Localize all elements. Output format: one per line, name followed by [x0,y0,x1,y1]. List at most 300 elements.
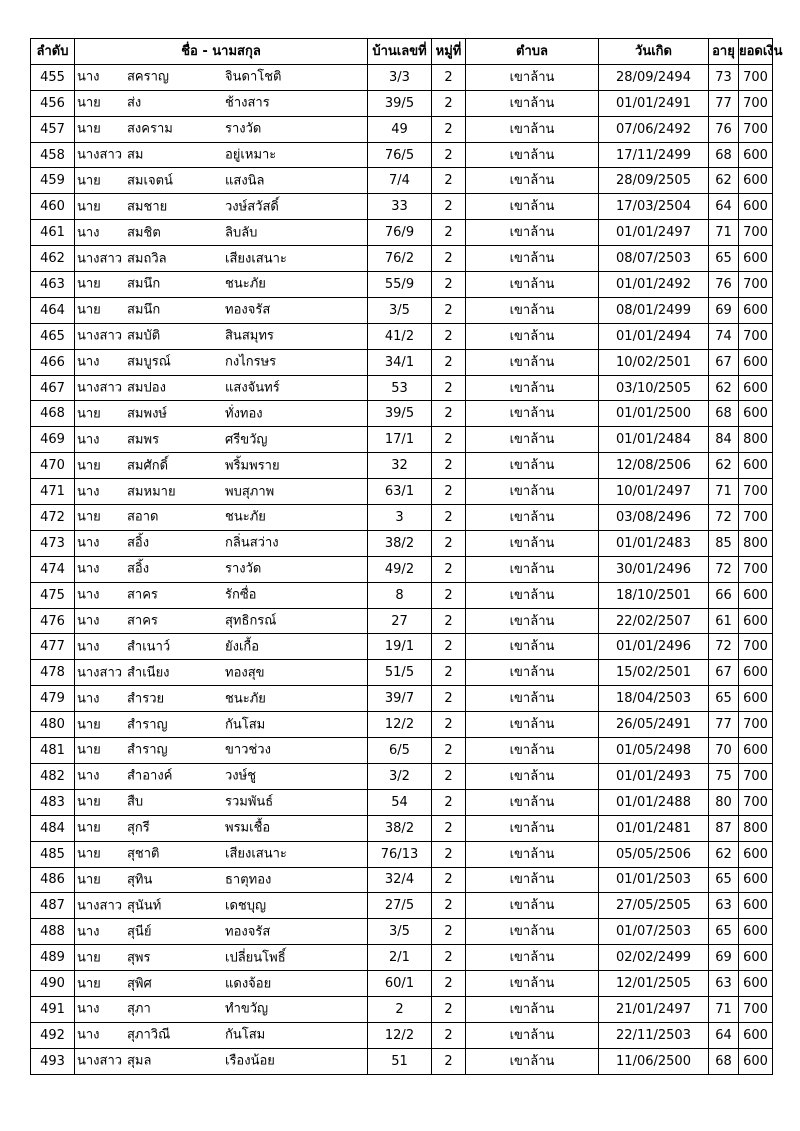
table-row [31,220,773,246]
last-name-text: รักซื่อ [225,587,257,603]
seq-cell: 483 [31,789,75,815]
table-row [31,64,773,90]
moo-cell: 2 [432,608,466,634]
house-cell: 3/5 [368,919,432,945]
tambon-cell: เขาล้าน [466,479,599,505]
tambon-cell: เขาล้าน [466,505,599,531]
age-cell: 72 [709,556,739,582]
age-cell: 62 [709,375,739,401]
prefix-text: นาง [77,69,100,85]
moo-cell: 2 [432,738,466,764]
moo-cell: 2 [432,116,466,142]
birth-cell: 18/04/2503 [599,686,709,712]
prefix-text: นางสาว [77,1053,123,1069]
age-cell: 77 [709,90,739,116]
amount-cell: 600 [739,919,773,945]
table-row [31,608,773,634]
age-cell: 69 [709,945,739,971]
name-cell [75,634,368,660]
amount-cell: 600 [739,375,773,401]
header-moo: หมู่ที่ [432,39,466,65]
name-cell [75,64,368,90]
amount-cell: 600 [739,246,773,272]
prefix-text: นาย [77,950,101,966]
first-name-text: สำเนาว์ [127,639,171,655]
age-cell: 80 [709,789,739,815]
name-cell [75,945,368,971]
amount-cell: 700 [739,712,773,738]
house-cell: 51 [368,1048,432,1074]
last-name-text: กงไกรษร [225,354,277,370]
house-cell: 32/4 [368,867,432,893]
first-name-text: สุกรี [127,820,150,836]
amount-cell: 800 [739,427,773,453]
house-cell: 38/2 [368,815,432,841]
name-cell [75,272,368,298]
prefix-text: นางสาว [77,665,123,681]
name-cell [75,815,368,841]
name-cell [75,919,368,945]
age-cell: 77 [709,712,739,738]
house-cell: 55/9 [368,272,432,298]
prefix-text: นาย [77,509,101,525]
last-name-text: กันโสม [225,717,266,733]
last-name-text: วงษ์สวัสดิ์ [225,199,279,215]
age-cell: 76 [709,116,739,142]
header-tambon: ตำบล [466,39,599,65]
prefix-text: นาย [77,458,101,474]
age-cell: 75 [709,763,739,789]
first-name-text: สุนีย์ [127,924,152,940]
name-cell [75,763,368,789]
table-row [31,893,773,919]
prefix-text: นาย [77,742,101,758]
seq-cell: 462 [31,246,75,272]
seq-cell: 471 [31,479,75,505]
first-name-text: สอิ้ง [127,535,150,551]
first-name-text: ส่ง [127,95,142,111]
birth-cell: 08/01/2499 [599,297,709,323]
amount-cell: 700 [739,272,773,298]
name-cell [75,90,368,116]
table-row [31,194,773,220]
first-name-text: สมบูรณ์ [127,354,171,370]
amount-cell: 600 [739,945,773,971]
house-cell: 76/13 [368,841,432,867]
last-name-text: กันโสม [225,1027,266,1043]
amount-cell: 700 [739,116,773,142]
tambon-cell: เขาล้าน [466,427,599,453]
seq-cell: 478 [31,660,75,686]
first-name-text: สอิ้ง [127,561,150,577]
amount-cell: 600 [739,142,773,168]
prefix-text: นาย [77,872,101,888]
age-cell: 87 [709,815,739,841]
table-row [31,996,773,1022]
amount-cell: 600 [739,893,773,919]
seq-cell: 466 [31,349,75,375]
birth-cell: 01/01/2500 [599,401,709,427]
moo-cell: 2 [432,142,466,168]
tambon-cell: เขาล้าน [466,272,599,298]
name-cell [75,479,368,505]
table-row [31,815,773,841]
age-cell: 68 [709,1048,739,1074]
tambon-cell: เขาล้าน [466,375,599,401]
seq-cell: 463 [31,272,75,298]
tambon-cell: เขาล้าน [466,686,599,712]
amount-cell: 700 [739,634,773,660]
prefix-text: นางสาว [77,147,123,163]
amount-cell: 700 [739,64,773,90]
tambon-cell: เขาล้าน [466,297,599,323]
moo-cell: 2 [432,763,466,789]
birth-cell: 17/11/2499 [599,142,709,168]
house-cell: 49/2 [368,556,432,582]
table-row [31,738,773,764]
moo-cell: 2 [432,712,466,738]
age-cell: 64 [709,1022,739,1048]
prefix-text: นาง [77,691,100,707]
prefix-text: นางสาว [77,251,123,267]
prefix-text: นางสาว [77,380,123,396]
first-name-text: สำราญ [127,717,168,733]
tambon-cell: เขาล้าน [466,530,599,556]
header-age: อายุ [709,39,739,65]
age-cell: 68 [709,401,739,427]
name-cell [75,297,368,323]
table-row [31,401,773,427]
house-cell: 8 [368,582,432,608]
tambon-cell: เขาล้าน [466,608,599,634]
house-cell: 38/2 [368,530,432,556]
moo-cell: 2 [432,660,466,686]
table-row [31,634,773,660]
name-cell [75,893,368,919]
birth-cell: 08/07/2503 [599,246,709,272]
first-name-text: สำเนียง [127,665,170,681]
birth-cell: 01/05/2498 [599,738,709,764]
name-cell [75,246,368,272]
moo-cell: 2 [432,194,466,220]
amount-cell: 700 [739,505,773,531]
prefix-text: นาย [77,820,101,836]
first-name-text: สุชาติ [127,846,160,862]
last-name-text: ขาวช่วง [225,742,271,758]
prefix-text: นาย [77,846,101,862]
prefix-text: นาย [77,794,101,810]
seq-cell: 485 [31,841,75,867]
tambon-cell: เขาล้าน [466,64,599,90]
age-cell: 65 [709,919,739,945]
amount-cell: 600 [739,453,773,479]
seq-cell: 458 [31,142,75,168]
age-cell: 65 [709,246,739,272]
birth-cell: 01/01/2492 [599,272,709,298]
first-name-text: สำราญ [127,742,168,758]
prefix-text: นาง [77,1001,100,1017]
tambon-cell: เขาล้าน [466,1022,599,1048]
table-row [31,686,773,712]
moo-cell: 2 [432,479,466,505]
house-cell: 2 [368,996,432,1022]
table-row [31,90,773,116]
first-name-text: สุพร [127,950,151,966]
birth-cell: 01/01/2494 [599,323,709,349]
moo-cell: 2 [432,1022,466,1048]
prefix-text: นาง [77,225,100,241]
moo-cell: 2 [432,168,466,194]
seq-cell: 474 [31,556,75,582]
seq-cell: 484 [31,815,75,841]
house-cell: 76/2 [368,246,432,272]
moo-cell: 2 [432,686,466,712]
tambon-cell: เขาล้าน [466,996,599,1022]
first-name-text: สุทิน [127,872,153,888]
age-cell: 70 [709,738,739,764]
birth-cell: 12/08/2506 [599,453,709,479]
last-name-text: พบสุภาพ [225,484,275,500]
seq-cell: 464 [31,297,75,323]
table-row [31,945,773,971]
table-row [31,116,773,142]
birth-cell: 03/10/2505 [599,375,709,401]
first-name-text: สงคราม [127,121,173,137]
first-name-text: สุภาวิณี [127,1027,171,1043]
table-row [31,841,773,867]
tambon-cell: เขาล้าน [466,401,599,427]
seq-cell: 467 [31,375,75,401]
table-row [31,246,773,272]
last-name-text: เดชบุญ [225,898,267,914]
last-name-text: สุทธิกรณ์ [225,613,277,629]
prefix-text: นาย [77,95,101,111]
seq-cell: 482 [31,763,75,789]
prefix-text: นาง [77,924,100,940]
last-name-text: ธาตุทอง [225,872,272,888]
prefix-text: นาง [77,768,100,784]
seq-cell: 492 [31,1022,75,1048]
last-name-text: แสงจันทร์ [225,380,280,396]
age-cell: 71 [709,996,739,1022]
tambon-cell: เขาล้าน [466,582,599,608]
first-name-text: สมพงษ์ [127,406,167,422]
birth-cell: 01/01/2488 [599,789,709,815]
prefix-text: นาง [77,1027,100,1043]
age-cell: 74 [709,323,739,349]
amount-cell: 600 [739,168,773,194]
birth-cell: 28/09/2505 [599,168,709,194]
first-name-text: สมปอง [127,380,166,396]
birth-cell: 27/05/2505 [599,893,709,919]
house-cell: 76/5 [368,142,432,168]
name-cell [75,116,368,142]
seq-cell: 486 [31,867,75,893]
seq-cell: 488 [31,919,75,945]
first-name-text: สมนึก [127,276,161,292]
last-name-text: ทำขวัญ [225,1001,269,1017]
age-cell: 63 [709,893,739,919]
house-cell: 12/2 [368,712,432,738]
header-name: ชื่อ - นามสกุล [75,39,368,65]
table-row [31,530,773,556]
age-cell: 67 [709,349,739,375]
last-name-text: ชนะภัย [225,276,266,292]
birth-cell: 21/01/2497 [599,996,709,1022]
prefix-text: นาง [77,432,100,448]
birth-cell: 01/07/2503 [599,919,709,945]
amount-cell: 600 [739,1048,773,1074]
header-amount: ยอดเงิน [739,39,773,65]
house-cell: 39/5 [368,90,432,116]
moo-cell: 2 [432,530,466,556]
moo-cell: 2 [432,996,466,1022]
house-cell: 3/5 [368,297,432,323]
name-cell [75,194,368,220]
tambon-cell: เขาล้าน [466,738,599,764]
amount-cell: 600 [739,841,773,867]
house-cell: 34/1 [368,349,432,375]
last-name-text: แสงนิล [225,173,265,189]
name-cell [75,556,368,582]
seq-cell: 493 [31,1048,75,1074]
birth-cell: 12/01/2505 [599,971,709,997]
first-name-text: สม [127,147,144,163]
name-cell [75,505,368,531]
amount-cell: 600 [739,971,773,997]
birth-cell: 18/10/2501 [599,582,709,608]
first-name-text: สมหมาย [127,484,176,500]
name-cell [75,453,368,479]
house-cell: 27 [368,608,432,634]
amount-cell: 800 [739,815,773,841]
tambon-cell: เขาล้าน [466,867,599,893]
name-cell [75,738,368,764]
amount-cell: 700 [739,479,773,505]
prefix-text: นาย [77,976,101,991]
first-name-text: สืบ [127,794,144,810]
amount-cell: 700 [739,789,773,815]
birth-cell: 01/01/2483 [599,530,709,556]
seq-cell: 465 [31,323,75,349]
moo-cell: 2 [432,297,466,323]
moo-cell: 2 [432,841,466,867]
last-name-text: เปลี่ยนโพธิ์ [225,950,286,966]
first-name-text: สมศักดิ์ [127,458,169,474]
tambon-cell: เขาล้าน [466,841,599,867]
first-name-text: สุมล [127,1053,152,1069]
last-name-text: ยังเกื้อ [225,639,260,655]
age-cell: 85 [709,530,739,556]
moo-cell: 2 [432,505,466,531]
amount-cell: 600 [739,349,773,375]
age-cell: 72 [709,634,739,660]
seq-cell: 459 [31,168,75,194]
table-row [31,660,773,686]
moo-cell: 2 [432,401,466,427]
prefix-text: นางสาว [77,328,123,344]
birth-cell: 17/03/2504 [599,194,709,220]
amount-cell: 600 [739,1022,773,1048]
name-cell [75,1022,368,1048]
birth-cell: 30/01/2496 [599,556,709,582]
amount-cell: 700 [739,90,773,116]
name-cell [75,168,368,194]
birth-cell: 01/01/2491 [599,90,709,116]
moo-cell: 2 [432,815,466,841]
first-name-text: สมพร [127,432,160,448]
birth-cell: 22/11/2503 [599,1022,709,1048]
prefix-text: นางสาว [77,898,123,914]
seq-cell: 481 [31,738,75,764]
amount-cell: 600 [739,738,773,764]
tambon-cell: เขาล้าน [466,116,599,142]
name-cell [75,142,368,168]
age-cell: 72 [709,505,739,531]
age-cell: 62 [709,168,739,194]
last-name-text: รวมพันธ์ [225,794,274,810]
house-cell: 19/1 [368,634,432,660]
table-row [31,919,773,945]
first-name-text: สำรวย [127,691,165,707]
first-name-text: สมชิต [127,225,161,241]
amount-cell: 700 [739,323,773,349]
moo-cell: 2 [432,64,466,90]
table-row [31,168,773,194]
prefix-text: นาย [77,121,101,137]
moo-cell: 2 [432,556,466,582]
house-cell: 54 [368,789,432,815]
header-seq: ลำดับ [31,39,75,65]
age-cell: 68 [709,142,739,168]
last-name-text: พรมเชื้อ [225,820,271,836]
seq-cell: 491 [31,996,75,1022]
prefix-text: นาย [77,717,101,733]
moo-cell: 2 [432,971,466,997]
age-cell: 76 [709,272,739,298]
first-name-text: สมนึก [127,302,161,318]
name-cell [75,660,368,686]
age-cell: 61 [709,608,739,634]
first-name-text: สุพิศ [127,976,152,991]
amount-cell: 600 [739,401,773,427]
seq-cell: 456 [31,90,75,116]
tambon-cell: เขาล้าน [466,763,599,789]
moo-cell: 2 [432,1048,466,1074]
table-row [31,272,773,298]
prefix-text: นาย [77,276,101,292]
first-name-text: สมถวิล [127,251,167,267]
last-name-text: เสียงเสนาะ [225,251,287,267]
birth-cell: 10/01/2497 [599,479,709,505]
last-name-text: วงษ์ชู [225,768,257,784]
house-cell: 7/4 [368,168,432,194]
birth-cell: 22/02/2507 [599,608,709,634]
name-cell [75,530,368,556]
seq-cell: 487 [31,893,75,919]
last-name-text: ชนะภัย [225,509,266,525]
name-cell [75,401,368,427]
header-row [31,39,773,65]
table-row [31,375,773,401]
table-row [31,349,773,375]
name-cell [75,686,368,712]
last-name-text: ทองจรัส [225,302,271,318]
birth-cell: 01/01/2481 [599,815,709,841]
moo-cell: 2 [432,789,466,815]
last-name-text: จินดาโชติ [225,69,282,85]
seq-cell: 490 [31,971,75,997]
